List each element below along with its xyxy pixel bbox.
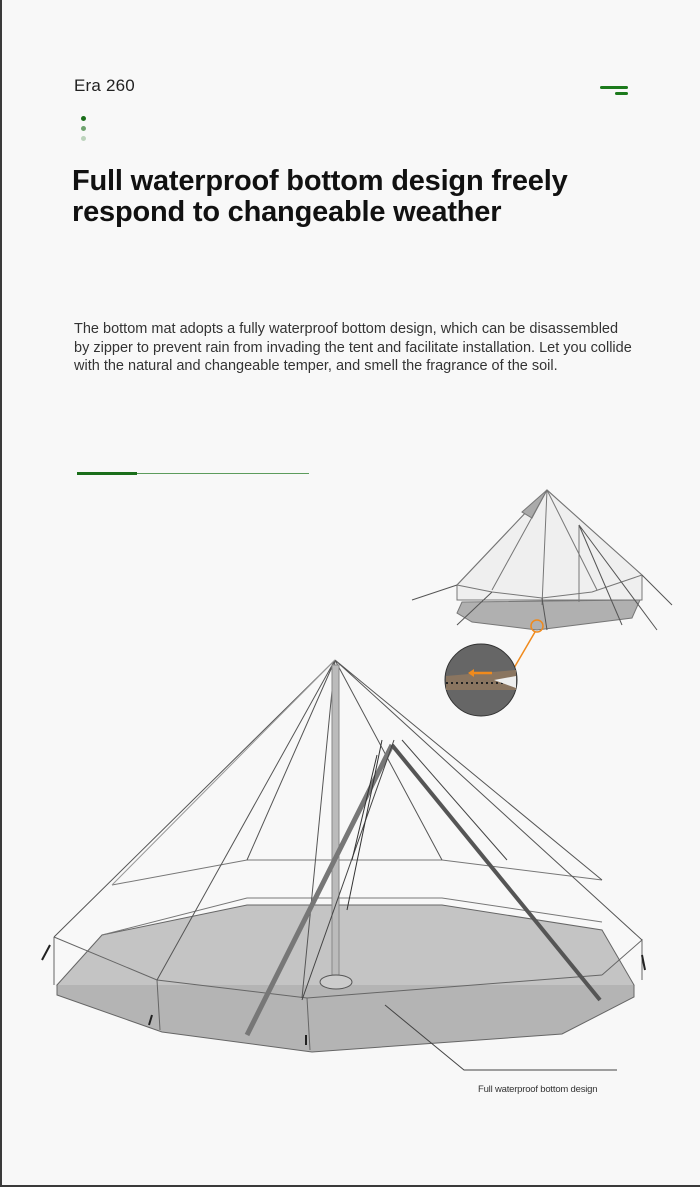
tent-illustration: [2, 480, 700, 1100]
progress-fill: [77, 472, 137, 475]
hamburger-menu-icon[interactable]: [598, 86, 630, 98]
bell-tent-small-icon: [412, 490, 672, 668]
menu-bar-bottom: [615, 92, 628, 95]
pager-dots: [81, 116, 87, 146]
menu-bar-top: [600, 86, 628, 89]
section-description: The bottom mat adopts a fully waterproof bottom design, which can be disassembled by zipper to prevent rain from invading the tent and facilitate installation. Let you collide with the natural and changeable temper, and smell the fragrance of the soil.: [74, 321, 632, 374]
zipper-closeup-icon: [445, 644, 517, 716]
pager-dot[interactable]: [81, 136, 86, 141]
illustration-caption: Full waterproof bottom design: [478, 1084, 598, 1095]
bell-tent-with-floor-icon: [42, 660, 645, 1070]
pager-dot[interactable]: [81, 126, 86, 131]
pager-dot-active[interactable]: [81, 116, 86, 121]
section-progress-bar: [77, 472, 309, 475]
brand-title: Era 260: [74, 76, 135, 95]
section-title: Full waterproof bottom design freely respond to changeable weather: [72, 165, 568, 228]
